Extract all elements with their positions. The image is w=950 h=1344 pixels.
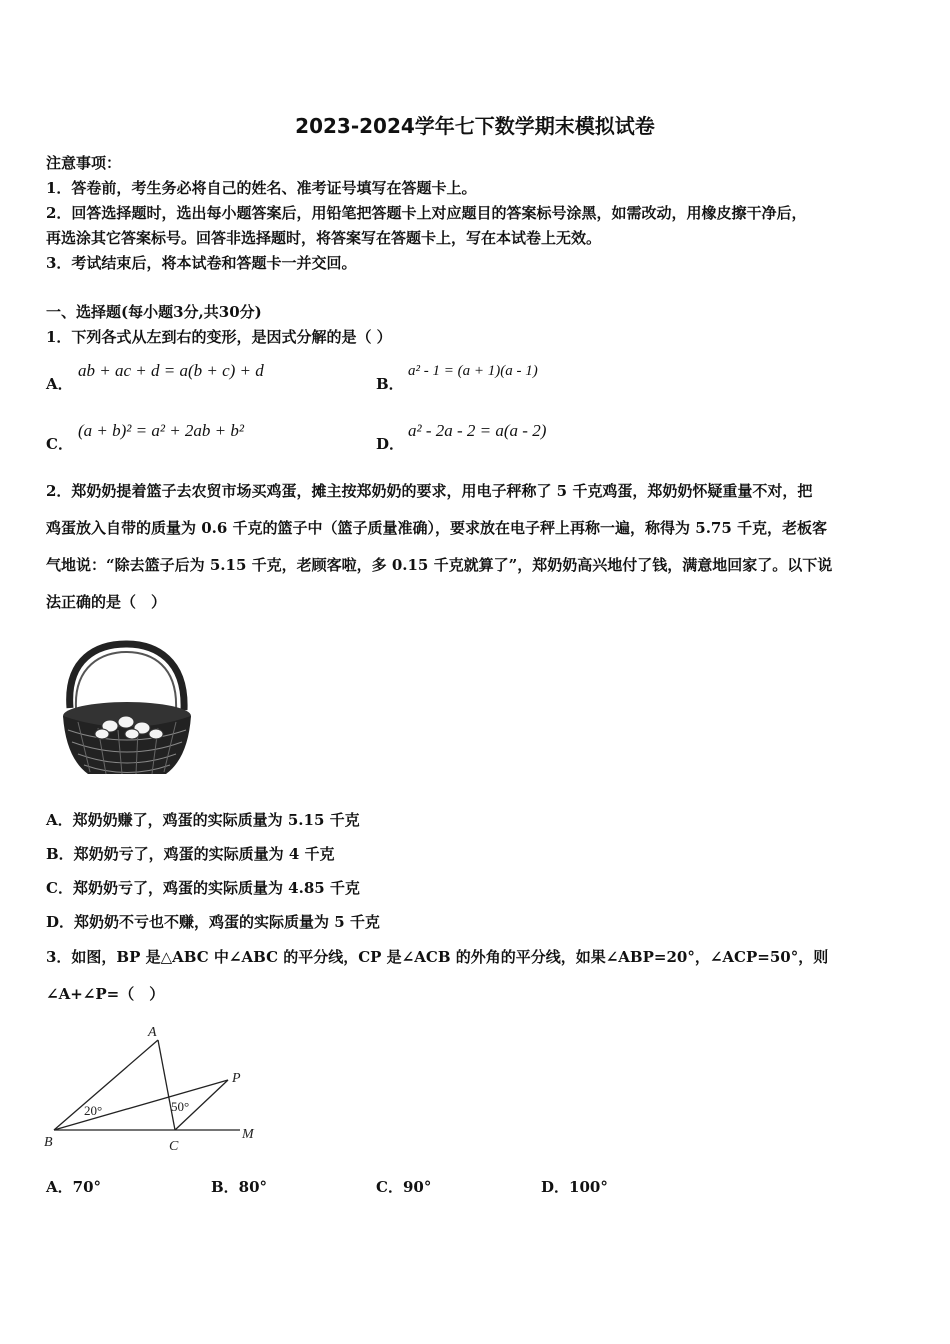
section-heading: 一、选择题(每小题3分,共30分) [46,303,262,321]
q1-option-a-label: A． [46,375,73,393]
notice-item-2: 2．回答选择题时，选出每小题答案后，用铅笔把答题卡上对应题目的答案标号涂黑，如需改动，用橡皮擦干净后， [46,204,807,222]
q1-option-b-expr: a² - 1 = (a + 1)(a - 1) [408,363,538,379]
figure-angle-50: 50° [171,1099,190,1114]
q3-line-1: 3．如图，BP 是△ABC 中∠ABC 的平分线，CP 是∠ACB 的外角的平分线，如果∠ABP=20°，∠ACP=50°，则 [46,948,829,966]
q3-option-d: D．100° [541,1178,608,1196]
triangle-figure [40,1020,270,1160]
figure-label-m: M [242,1127,254,1142]
q1-option-c-expr: (a + b)² = a² + 2ab + b² [78,421,244,440]
egg-basket-image [58,638,196,780]
q2-line-4: 法正确的是（ ） [46,593,167,611]
notice-heading: 注意事项： [46,154,122,172]
q1-option-a-expr: ab + ac + d = a(b + c) + d [78,361,264,380]
q1-stem: 1．下列各式从左到右的变形，是因式分解的是（ ） [46,328,392,346]
q2-option-c: C．郑奶奶亏了，鸡蛋的实际质量为 4.85 千克 [46,879,360,897]
figure-label-a: A [148,1025,157,1040]
q2-line-1: 2．郑奶奶提着篮子去农贸市场买鸡蛋，摊主按郑奶奶的要求，用电子秤称了 5 千克鸡蛋，郑奶奶怀疑重量不对，把 [46,482,813,500]
q2-line-3: 气地说：“除去篮子后为 5.15 千克，老顾客啦，多 0.15 千克就算了”，郑奶奶高兴地付了钱，满意地回家了。以下说 [46,556,833,574]
notice-item-2-cont: 再选涂其它答案标号。回答非选择题时，将答案写在答题卡上，写在本试卷上无效。 [46,229,602,247]
notice-item-1: 1．答卷前，考生务必将自己的姓名、准考证号填写在答题卡上。 [46,179,477,197]
q3-option-b: B．80° [211,1178,268,1196]
q1-option-d-label: D． [376,435,405,453]
figure-label-c: C [169,1139,179,1154]
q1-option-c-label: C． [46,435,73,453]
figure-label-b: B [44,1135,53,1150]
q1-option-d-expr: a² - 2a - 2 = a(a - 2) [408,421,547,440]
q3-option-a: A．70° [46,1178,102,1196]
q1-option-b-label: B． [376,375,404,393]
q3-option-c: C．90° [376,1178,432,1196]
q2-line-2: 鸡蛋放入自带的质量为 0.6 千克的篮子中（篮子质量准确），要求放在电子秤上再称一遍，称得为 5.75 千克，老板客 [46,519,828,537]
page-title: 2023-2024学年七下数学期末模拟试卷 [295,114,655,138]
figure-label-p: P [232,1071,241,1086]
q2-option-b: B．郑奶奶亏了，鸡蛋的实际质量为 4 千克 [46,845,335,863]
q3-line-2: ∠A+∠P=（ ） [46,985,165,1003]
figure-angle-20: 20° [84,1103,103,1118]
notice-item-3: 3．考试结束后，将本试卷和答题卡一并交回。 [46,254,357,272]
q2-option-d: D．郑奶奶不亏也不赚，鸡蛋的实际质量为 5 千克 [46,913,380,931]
q2-option-a: A．郑奶奶赚了，鸡蛋的实际质量为 5.15 千克 [46,811,360,829]
